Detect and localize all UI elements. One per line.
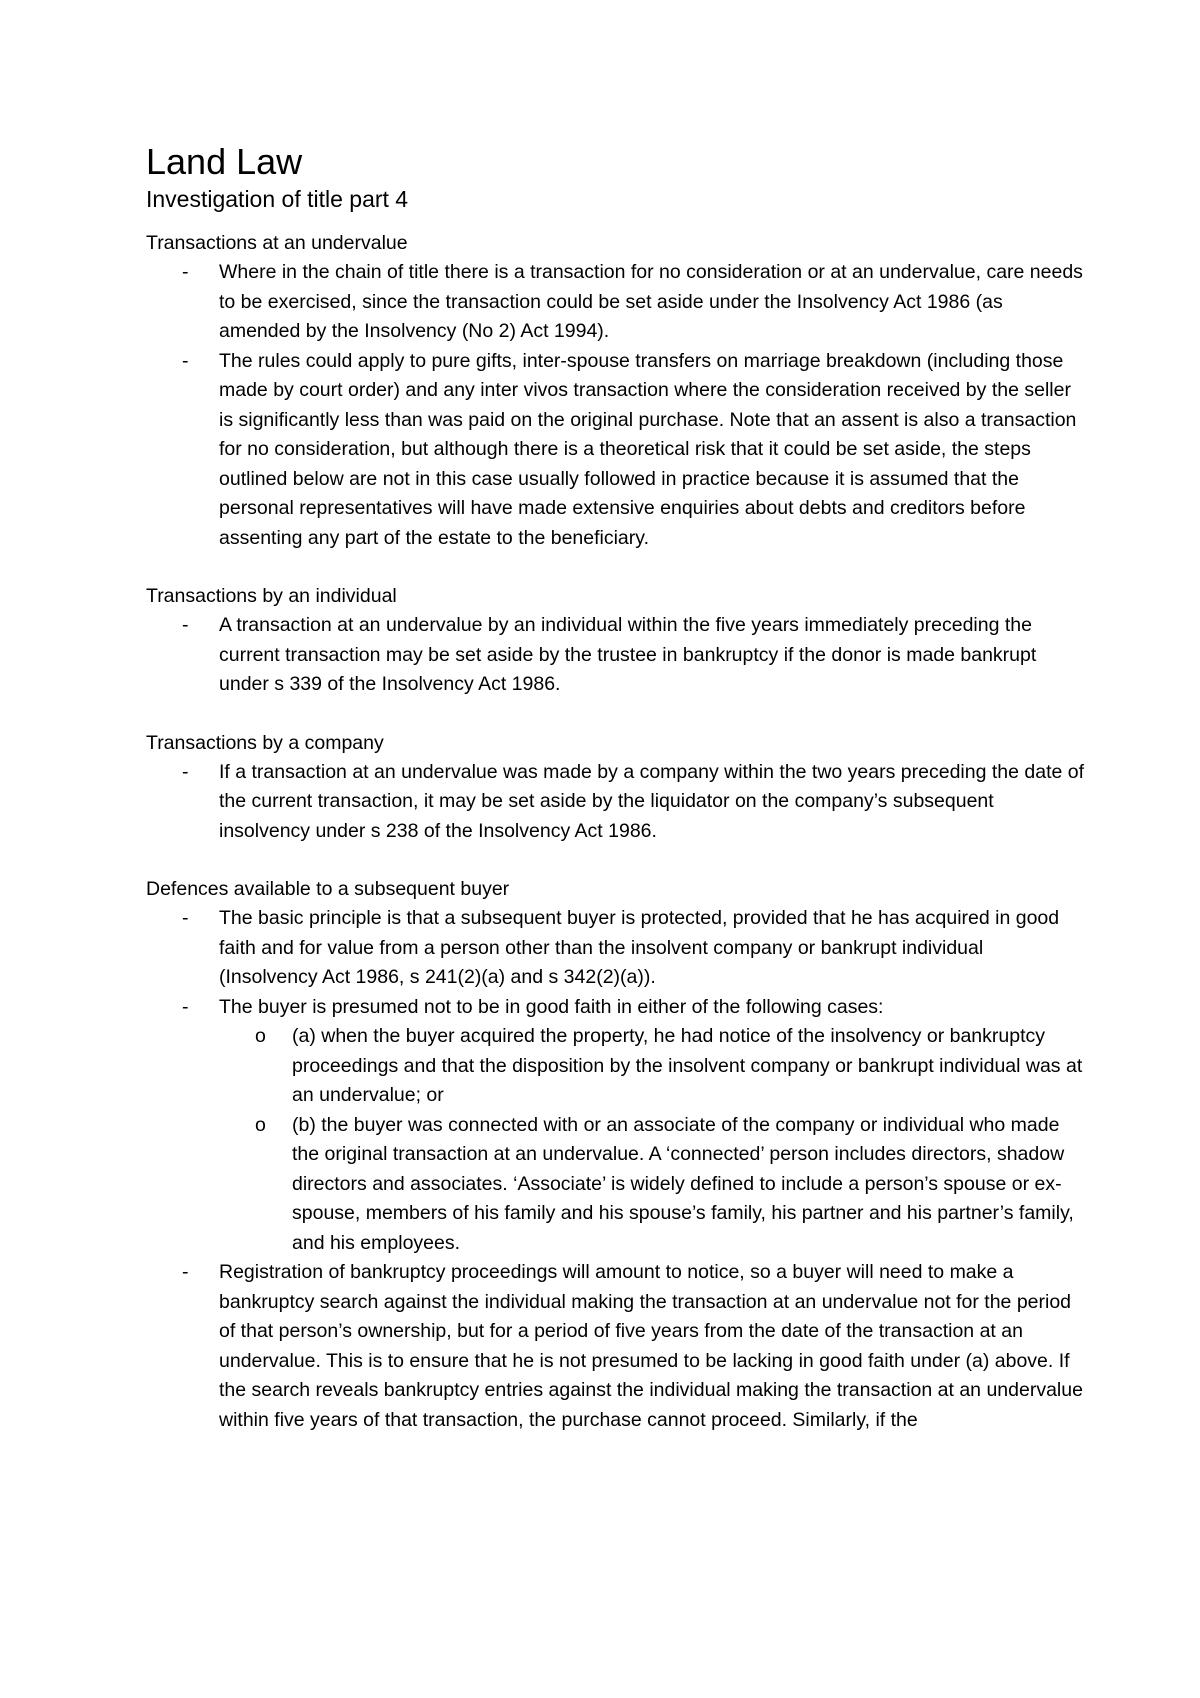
- bullet-text: A transaction at an undervalue by an individual within the five years immediately preceding the current transaction may be set aside by the trustee in bankruptcy if the donor is made bankrupt under s 339 of the Insolvency Act 1986.: [219, 614, 1037, 695]
- bullet-item: [146, 347, 1086, 554]
- document-title: Land Law: [146, 141, 303, 182]
- section-heading: Transactions at an undervalue: [146, 232, 408, 254]
- bullet-item: [146, 258, 1086, 347]
- sub-bullet-list: [219, 1022, 1086, 1258]
- section: [146, 874, 1086, 1435]
- bullet-list: [146, 611, 1086, 700]
- bullet-item: [146, 993, 1086, 1259]
- document-page: [146, 140, 1086, 1463]
- dash-bullet-icon: -: [182, 760, 189, 783]
- dash-bullet-icon: -: [182, 995, 189, 1018]
- document-body: [146, 228, 1086, 1435]
- dash-bullet-icon: -: [182, 614, 189, 636]
- bullet-list: [146, 904, 1086, 1435]
- bullet-text: Registration of bankruptcy proceedings will amount to notice, so a buyer will need to make a bankruptcy search against the individual making the transaction at an undervalue not for the period of that person’s ownership, but for a period of five years from the date of the transaction at an undervalue. This is to ensure that he is not presumed to be lacking in good faith under (a) above. If the search reveals bankruptcy entries against the individual making the transaction at an undervalue within five years of that transaction, the purchase cannot proceed. Similarly, if the: [219, 1261, 1083, 1431]
- circle-bullet-icon: o: [255, 1025, 266, 1047]
- bullet-text: Where in the chain of title there is a transaction for no consideration or at an undervalue, care needs to be exercised, since the transaction could be set aside under the Insolvency Act 1986 (as amended by the Insolvency (No 2) Act 1994).: [219, 261, 1083, 342]
- circle-bullet-icon: o: [255, 1113, 266, 1136]
- bullet-item: [146, 611, 1086, 700]
- dash-bullet-icon: -: [182, 349, 189, 372]
- section: [146, 581, 1086, 700]
- bullet-list: [146, 258, 1086, 553]
- sub-bullet-item: [219, 1111, 1086, 1259]
- section: [146, 728, 1086, 847]
- dash-bullet-icon: -: [182, 261, 189, 283]
- bullet-text: If a transaction at an undervalue was made by a company within the two years preceding the date of the current transaction, it may be set aside by the liquidator on the company’s subsequent insolvency under s 238 of the Insolvency Act 1986.: [219, 760, 1085, 842]
- dash-bullet-icon: -: [182, 907, 189, 929]
- sub-bullet-item: [219, 1022, 1086, 1111]
- bullet-text: The buyer is presumed not to be in good faith in either of the following cases:: [219, 995, 884, 1018]
- section-heading: Transactions by a company: [146, 731, 384, 754]
- section-heading: Defences available to a subsequent buyer: [146, 878, 510, 900]
- bullet-item: [146, 758, 1086, 847]
- section-heading: Transactions by an individual: [146, 585, 397, 607]
- bullet-list: [146, 758, 1086, 847]
- dash-bullet-icon: -: [182, 1261, 189, 1283]
- section: [146, 228, 1086, 553]
- bullet-text: The basic principle is that a subsequent buyer is protected, provided that he has acquired in good faith and for value from a person other than the insolvent company or bankrupt individual (Insolvency Act 1986, s 241(2)(a) and s 342(2)(a)).: [219, 907, 1060, 988]
- sub-bullet-text: (b) the buyer was connected with or an associate of the company or individual who made the original transaction at an undervalue. A ‘connected’ person includes directors, shadow directors and associates. ‘Associate’ is widely defined to include a person’s spouse or ex-spouse, members of his family and his spouse’s family, his partner and his partner’s family, and his employees.: [292, 1113, 1074, 1254]
- bullet-item: [146, 1258, 1086, 1435]
- bullet-item: [146, 904, 1086, 993]
- sub-bullet-text: (a) when the buyer acquired the property, he had notice of the insolvency or bankruptcy proceedings and that the disposition by the insolvent company or bankrupt individual was at an undervalue; or: [292, 1025, 1083, 1106]
- bullet-text: The rules could apply to pure gifts, inter-spouse transfers on marriage breakdown (including those made by court order) and any inter vivos transaction where the consideration received by the seller is significantly less than was paid on the original purchase. Note that an assent is also a transaction for no consideration, but although there is a theoretical risk that it could be set aside, the steps outlined below are not in this case usually followed in practice because it is assumed that the personal representatives will have made extensive enquiries about debts and creditors before assenting any part of the estate to the beneficiary.: [219, 349, 1077, 549]
- document-subtitle: Investigation of title part 4: [146, 186, 409, 212]
